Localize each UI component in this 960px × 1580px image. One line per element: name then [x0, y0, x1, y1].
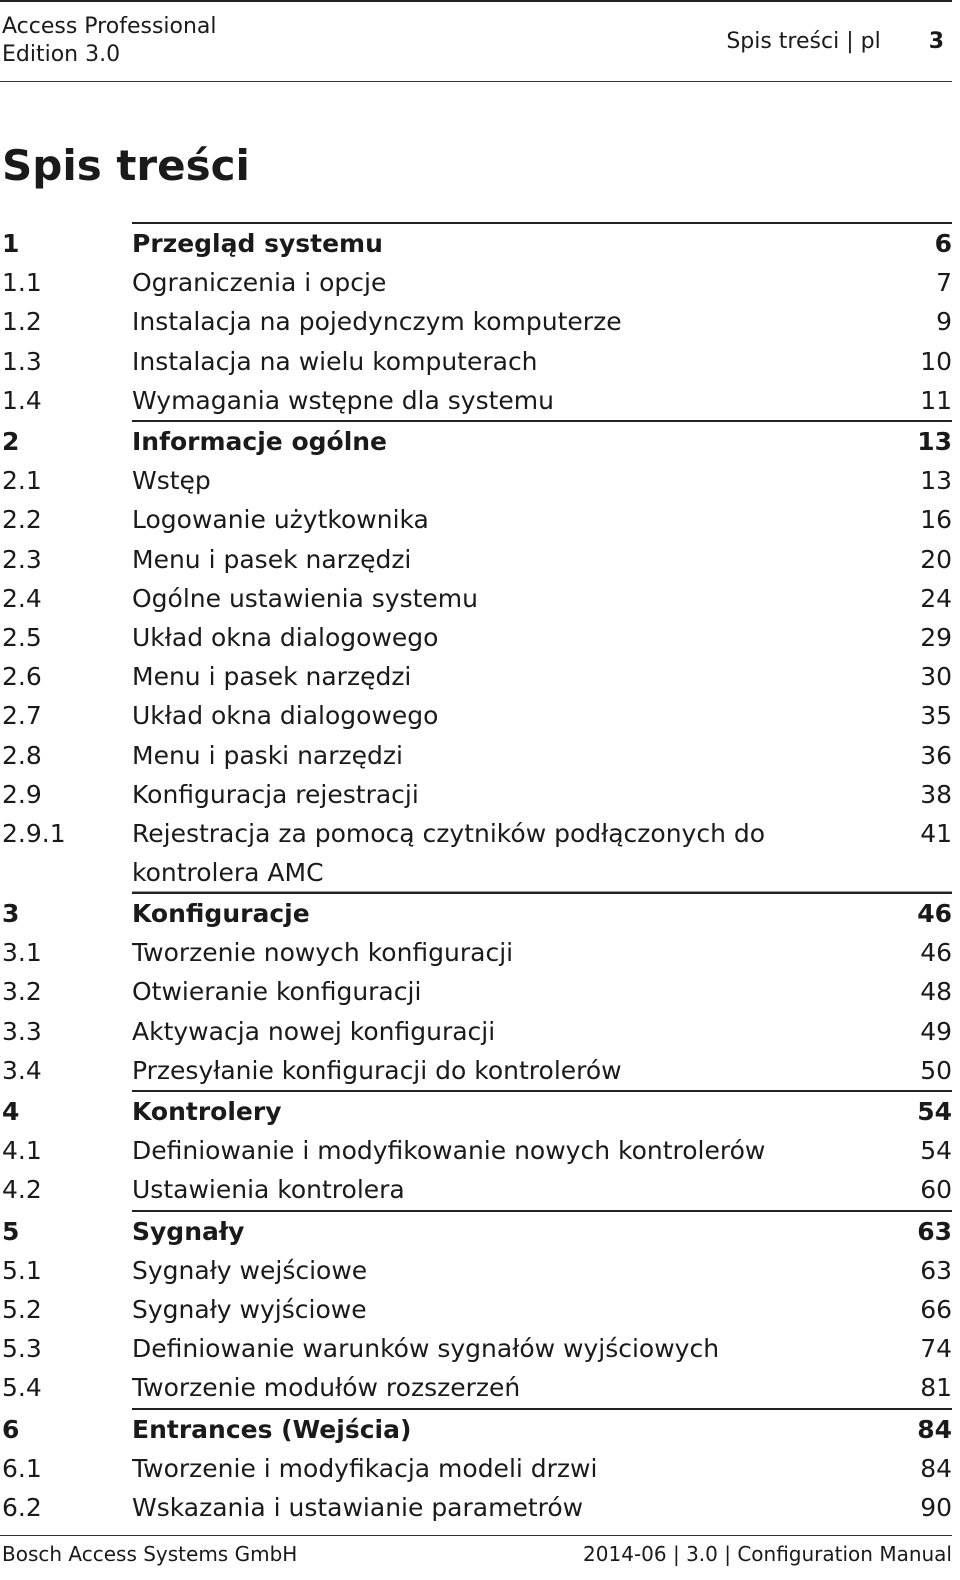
table-of-contents — [0, 222, 952, 1527]
toc-entry-row[interactable] — [0, 461, 952, 500]
toc-number: 1.2 — [2, 307, 42, 337]
toc-label: Ustawienia kontrolera — [132, 1175, 405, 1205]
toc-page-number: 41 — [920, 819, 952, 849]
toc-page-number: 63 — [920, 1255, 952, 1285]
toc-page-number: 84 — [917, 1414, 952, 1444]
toc-number: 6.1 — [2, 1453, 42, 1483]
header-product: Access Professional — [2, 14, 217, 39]
toc-number: 1.1 — [2, 268, 42, 298]
toc-entry-row[interactable] — [0, 342, 952, 381]
toc-page-number: 90 — [920, 1493, 952, 1523]
toc-label: Definiowanie i modyfikowanie nowych kontrolerów — [132, 1136, 766, 1166]
toc-page-number: 74 — [920, 1334, 952, 1364]
page-title: Spis treści — [2, 141, 250, 190]
toc-entry-row[interactable] — [0, 1449, 952, 1488]
toc-label: Przesyłanie konfiguracji do kontrolerów — [132, 1055, 622, 1085]
toc-entry-row[interactable] — [0, 657, 952, 696]
toc-chapter-row[interactable] — [0, 1408, 952, 1449]
toc-label: Logowanie użytkownika — [132, 505, 429, 535]
toc-number: 5.4 — [2, 1373, 42, 1403]
toc-label: Przegląd systemu — [132, 229, 383, 258]
toc-page-number: 38 — [920, 779, 952, 809]
toc-number: 1.3 — [2, 346, 42, 376]
toc-page-number: 66 — [920, 1295, 952, 1325]
toc-entry-row[interactable] — [0, 1290, 952, 1329]
toc-number: 2.4 — [2, 583, 42, 613]
toc-label: Definiowanie warunków sygnałów wyjściowych — [132, 1334, 720, 1364]
toc-chapter-row[interactable] — [0, 892, 952, 933]
toc-page-number: 63 — [917, 1216, 952, 1246]
toc-label: Instalacja na wielu komputerach — [132, 346, 538, 376]
toc-page-number: 48 — [920, 977, 952, 1007]
toc-number: 4.2 — [2, 1175, 42, 1205]
toc-number: 4.1 — [2, 1136, 42, 1166]
toc-number: 4 — [2, 1097, 20, 1127]
toc-label: Sygnały wyjściowe — [132, 1295, 367, 1325]
toc-page-number: 36 — [920, 740, 952, 770]
toc-number: 2.7 — [2, 701, 42, 731]
toc-entry-row[interactable] — [0, 263, 952, 302]
toc-page-number: 49 — [920, 1016, 952, 1046]
toc-entry-row[interactable] — [0, 381, 952, 420]
toc-label: Tworzenie nowych konfiguracji — [132, 938, 514, 968]
toc-label: Tworzenie i modyfikacja modeli drzwi — [132, 1453, 598, 1483]
toc-label: Wymagania wstępne dla systemu — [132, 385, 554, 415]
toc-label: Kontrolery — [132, 1097, 282, 1127]
toc-number: 3 — [2, 899, 20, 929]
toc-number: 2 — [2, 427, 20, 457]
toc-number: 6.2 — [2, 1493, 42, 1523]
toc-entry-row[interactable] — [0, 1488, 952, 1527]
toc-label: Otwieranie konfiguracji — [132, 977, 422, 1007]
toc-number: 3.4 — [2, 1055, 42, 1085]
toc-page-number: 13 — [917, 427, 952, 457]
toc-page-number: 30 — [920, 662, 952, 692]
footer-company: Bosch Access Systems GmbH — [2, 1542, 298, 1566]
toc-entry-row[interactable] — [0, 1368, 952, 1407]
toc-number: 2.3 — [2, 544, 42, 574]
toc-entry-row[interactable] — [0, 618, 952, 657]
header-section-block — [726, 28, 944, 56]
toc-page-number: 20 — [920, 544, 952, 574]
toc-label: Wskazania i ustawianie parametrów — [132, 1493, 584, 1523]
toc-number: 1.4 — [2, 385, 42, 415]
toc-number: 2.6 — [2, 662, 42, 692]
toc-page-number: 46 — [917, 899, 952, 929]
toc-number: 2.5 — [2, 623, 42, 653]
toc-number: 2.9.1 — [2, 819, 66, 849]
toc-number: 5.2 — [2, 1295, 42, 1325]
toc-number: 1 — [2, 229, 20, 258]
footer-rule — [0, 1535, 952, 1536]
header-product-block — [2, 13, 217, 69]
page-header — [0, 0, 952, 82]
toc-number: 2.9 — [2, 779, 42, 809]
toc-label: Sygnały wejściowe — [132, 1255, 368, 1285]
toc-number: 2.8 — [2, 740, 42, 770]
toc-page-number: 6 — [934, 229, 952, 258]
toc-label: Układ okna dialogowego — [132, 623, 439, 653]
toc-page-number: 46 — [920, 938, 952, 968]
toc-label: Informacje ogólne — [132, 427, 388, 457]
toc-label: Wstęp — [132, 466, 211, 496]
toc-page-number: 84 — [920, 1453, 952, 1483]
toc-label: Układ okna dialogowego — [132, 701, 439, 731]
toc-page-number: 10 — [920, 346, 952, 376]
toc-entry-row[interactable] — [0, 1170, 952, 1209]
toc-chapter-row[interactable] — [0, 1210, 952, 1251]
toc-entry-row[interactable] — [0, 696, 952, 735]
toc-page-number: 24 — [920, 583, 952, 613]
toc-entry-row[interactable] — [0, 500, 952, 539]
toc-entry-row[interactable] — [0, 933, 952, 972]
toc-label: Entrances (Wejścia) — [132, 1414, 412, 1444]
toc-chapter-row[interactable] — [0, 420, 952, 461]
toc-chapter-row[interactable] — [0, 1090, 952, 1131]
toc-entry-row[interactable] — [0, 972, 952, 1011]
toc-number: 3.2 — [2, 977, 42, 1007]
toc-page-number: 81 — [920, 1373, 952, 1403]
toc-entry-row[interactable] — [0, 302, 952, 341]
toc-entry-row[interactable] — [0, 1051, 952, 1090]
toc-number: 5 — [2, 1216, 20, 1246]
toc-page-number: 16 — [920, 505, 952, 535]
toc-number: 2.2 — [2, 505, 42, 535]
header-rule — [0, 81, 952, 82]
toc-page-number: 54 — [917, 1097, 952, 1127]
toc-chapter-row[interactable] — [0, 222, 952, 263]
toc-entry-row[interactable] — [0, 1131, 952, 1170]
toc-number: 3.3 — [2, 1016, 42, 1046]
toc-page-number: 11 — [920, 385, 952, 415]
toc-page-number: 50 — [920, 1055, 952, 1085]
toc-label: Ogólne ustawienia systemu — [132, 583, 479, 613]
toc-label: Menu i paski narzędzi — [132, 740, 403, 770]
toc-number: 6 — [2, 1414, 20, 1444]
toc-entry-row[interactable] — [0, 814, 952, 892]
header-section: Spis treści | pl — [726, 29, 881, 54]
toc-entry-row[interactable] — [0, 1012, 952, 1051]
toc-page-number: 29 — [920, 623, 952, 653]
toc-entry-row[interactable] — [0, 775, 952, 814]
footer-doc-info: 2014-06 | 3.0 | Configuration Manual — [583, 1542, 952, 1566]
toc-entry-row[interactable] — [0, 1251, 952, 1290]
toc-page-number: 35 — [920, 701, 952, 731]
toc-label: Tworzenie modułów rozszerzeń — [132, 1373, 521, 1403]
toc-page-number: 54 — [920, 1136, 952, 1166]
toc-number: 2.1 — [2, 466, 42, 496]
header-edition: Edition 3.0 — [2, 42, 121, 67]
toc-label: Instalacja na pojedynczym komputerze — [132, 307, 622, 337]
toc-page-number: 60 — [920, 1175, 952, 1205]
toc-page-number: 9 — [936, 307, 952, 337]
toc-number: 5.1 — [2, 1255, 42, 1285]
toc-label: Aktywacja nowej konfiguracji — [132, 1016, 496, 1046]
toc-label: Rejestracja za pomocą czytników podłączonych do kontrolera AMC — [132, 819, 766, 888]
toc-label: Menu i pasek narzędzi — [132, 662, 412, 692]
toc-entry-row[interactable] — [0, 579, 952, 618]
toc-entry-row[interactable] — [0, 540, 952, 579]
toc-page-number: 7 — [936, 268, 952, 298]
toc-label: Konfiguracje — [132, 899, 310, 929]
toc-entry-row[interactable] — [0, 1329, 952, 1368]
toc-label: Ograniczenia i opcje — [132, 268, 387, 298]
toc-entry-row[interactable] — [0, 736, 952, 775]
toc-label: Konfiguracja rejestracji — [132, 779, 419, 809]
toc-number: 5.3 — [2, 1334, 42, 1364]
header-page-number: 3 — [928, 29, 944, 54]
toc-label: Menu i pasek narzędzi — [132, 544, 412, 574]
toc-label: Sygnały — [132, 1216, 245, 1246]
toc-number: 3.1 — [2, 938, 42, 968]
toc-page-number: 13 — [920, 466, 952, 496]
